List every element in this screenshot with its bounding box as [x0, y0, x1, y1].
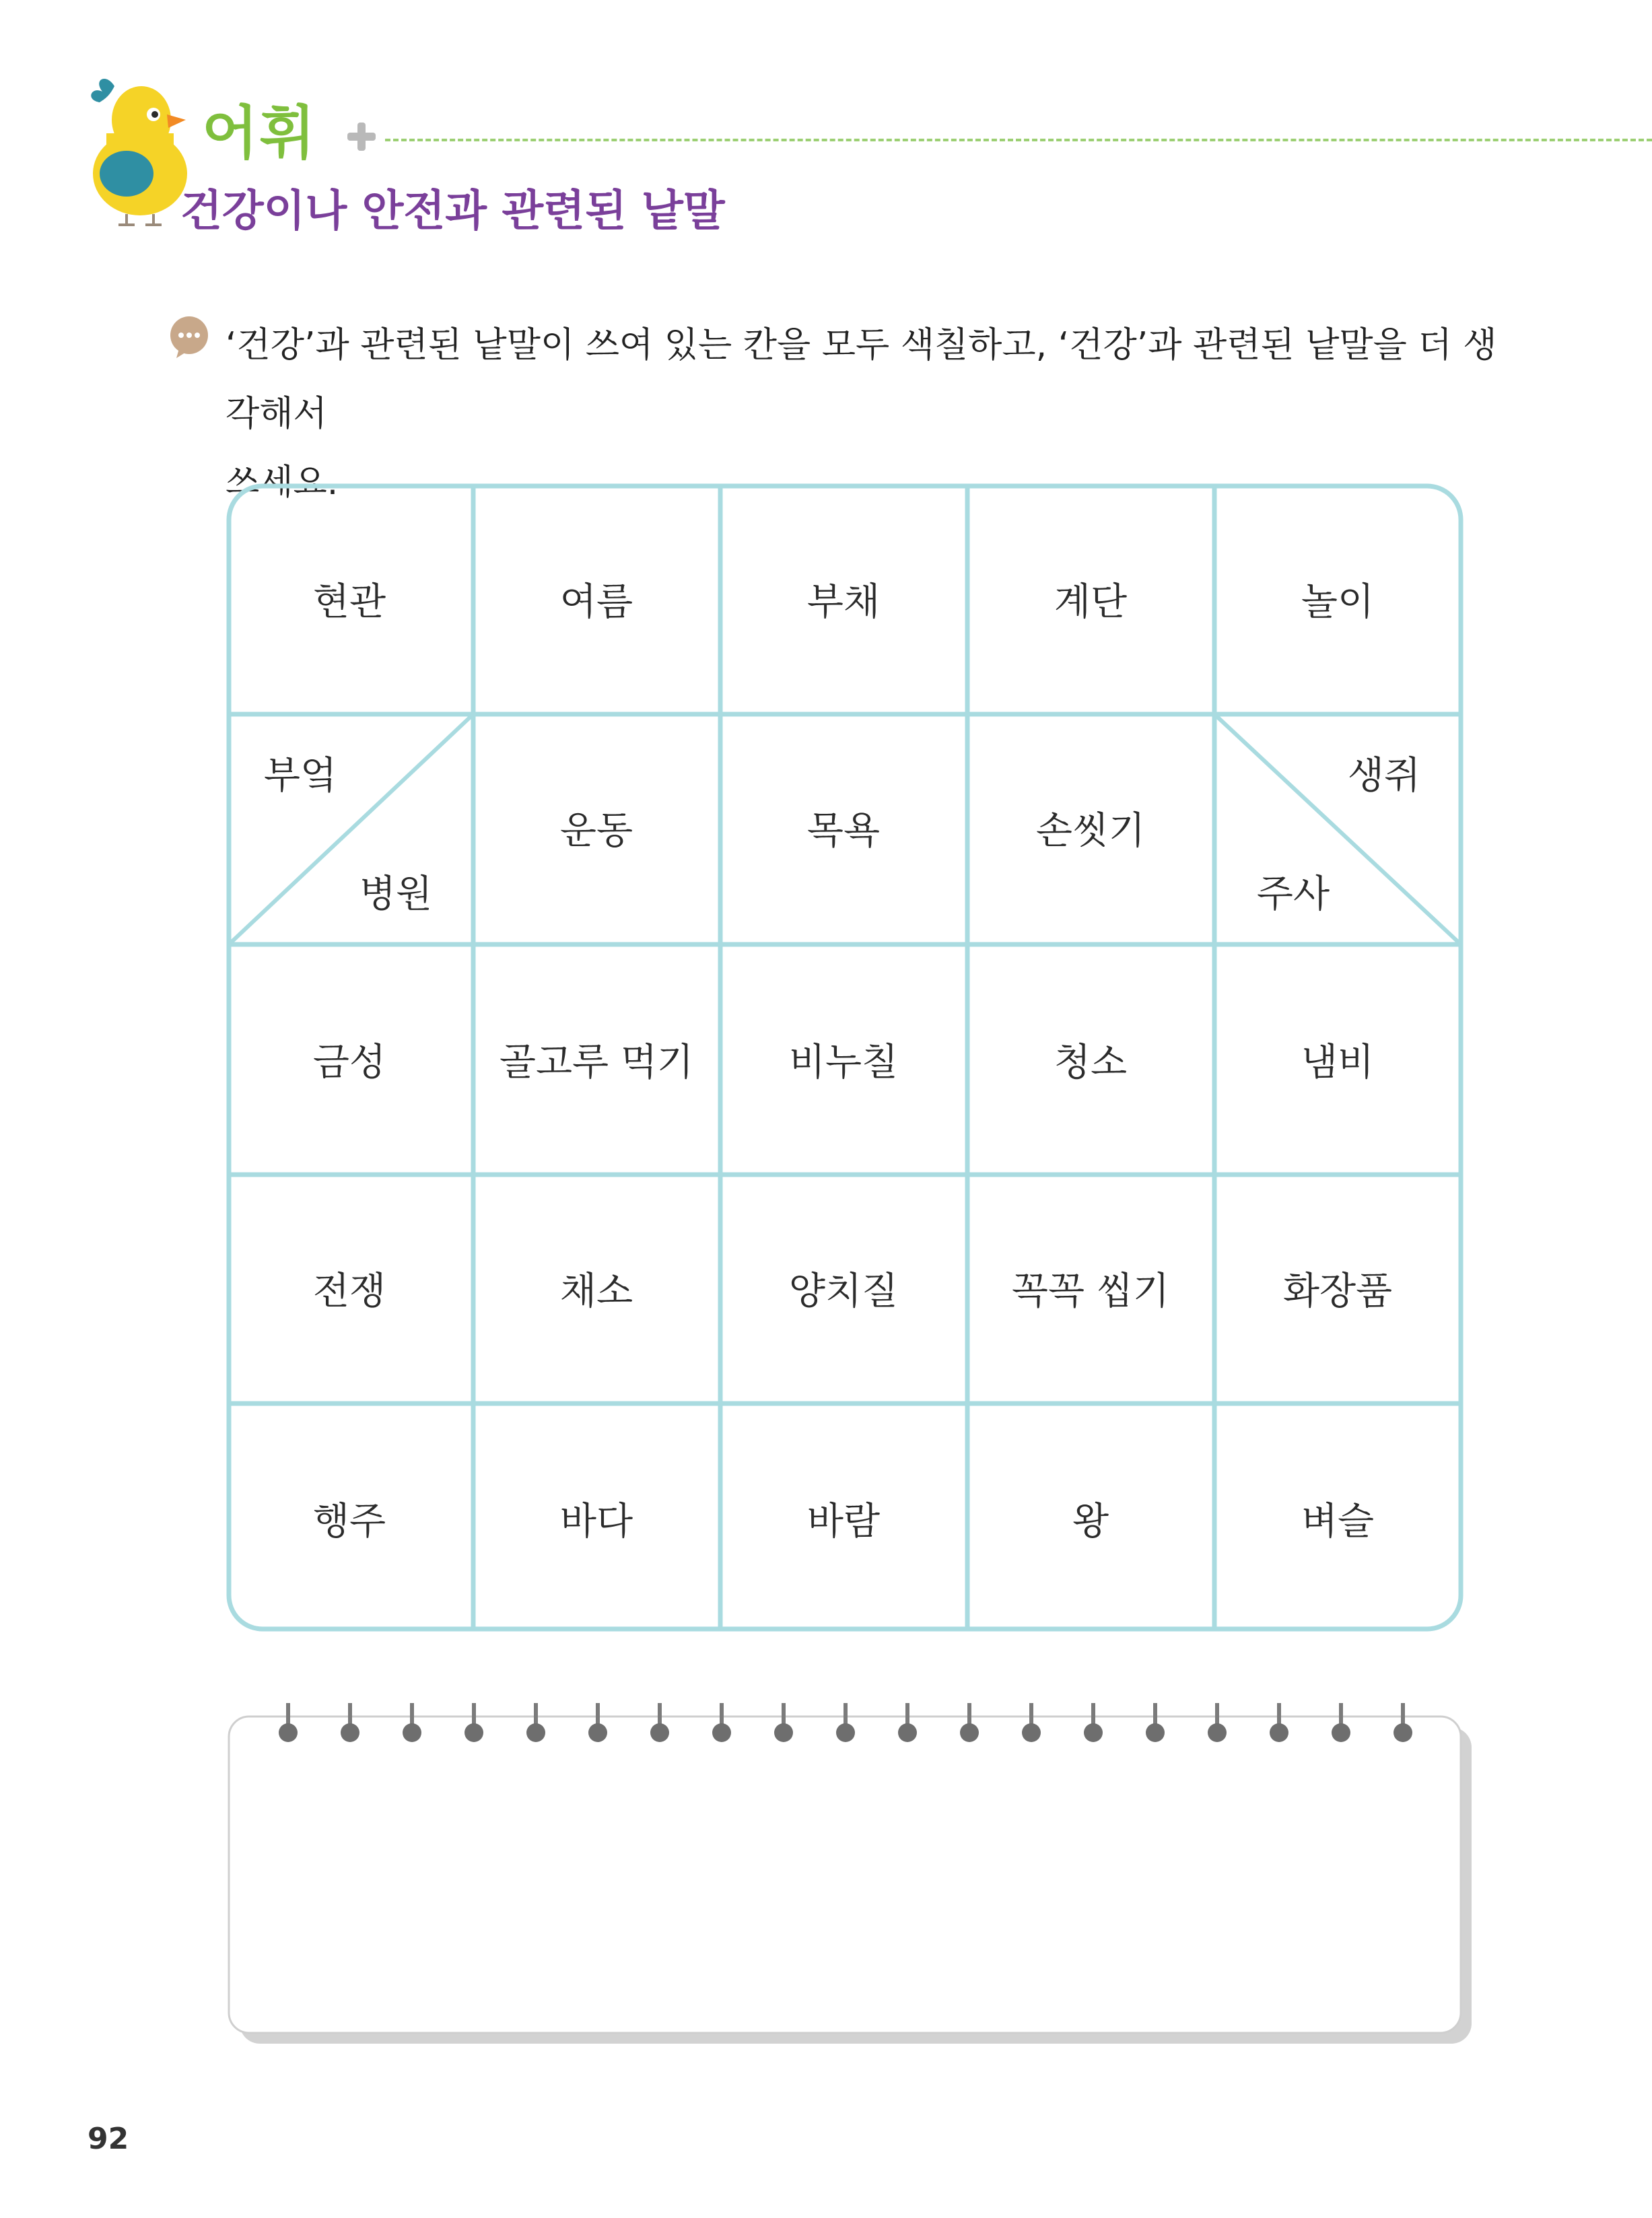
section-title: 어휘 [202, 100, 317, 167]
page-number: 92 [88, 2122, 129, 2156]
instruction-line-2: 쓰세요. [226, 462, 339, 503]
grid-cell[interactable]: 냄비 [1301, 1041, 1375, 1084]
grid-cell[interactable]: 놀이 [1301, 580, 1375, 624]
grid-cell[interactable]: 꼭꼭 씹기 [1011, 1270, 1170, 1313]
split-cell-left-bottom[interactable]: 병원 [359, 872, 433, 916]
grid-cell[interactable]: 운동 [559, 809, 633, 853]
chick-mascot-icon [79, 73, 194, 228]
grid-cell[interactable]: 전쟁 [312, 1270, 386, 1313]
grid-cell[interactable]: 바람 [806, 1500, 881, 1544]
split-cell-right-top[interactable]: 생쥐 [1347, 754, 1421, 798]
instruction-line-1: ‘건강’과 관련된 낱말이 쓰여 있는 칸을 모두 색칠하고, ‘건강’과 관련된 낱말을 더 생각해서 [226, 325, 1497, 434]
grid-cell[interactable]: 비누칠 [788, 1041, 899, 1084]
plus-icon [345, 120, 378, 153]
grid-cell[interactable]: 여름 [559, 580, 633, 624]
grid-cell[interactable]: 금성 [312, 1041, 386, 1084]
split-cell-left-top[interactable]: 부엌 [263, 754, 337, 798]
speech-bubble-icon [167, 315, 211, 359]
word-grid [226, 483, 1464, 1632]
grid-cell[interactable]: 부채 [806, 580, 881, 624]
grid-cell[interactable]: 화장품 [1282, 1270, 1393, 1313]
spiral-notepad [226, 1703, 1478, 2053]
section-subtitle: 건강이나 안전과 관련된 낱말 [180, 186, 725, 236]
answer-notepad[interactable] [226, 1703, 1478, 2053]
grid-cell[interactable]: 벼슬 [1301, 1500, 1375, 1544]
grid-cell[interactable]: 현관 [312, 580, 386, 624]
grid-cell[interactable]: 양치질 [788, 1270, 899, 1313]
grid-cell[interactable]: 목욕 [806, 809, 881, 853]
grid-cell[interactable]: 왕 [1072, 1500, 1109, 1544]
grid-cell[interactable]: 청소 [1054, 1041, 1128, 1084]
grid-cell[interactable]: 계단 [1054, 580, 1128, 624]
grid-cell[interactable]: 손씻기 [1035, 809, 1146, 853]
header-divider [385, 139, 1652, 141]
grid-cell[interactable]: 행주 [312, 1500, 386, 1544]
grid-cell[interactable]: 바다 [559, 1500, 633, 1544]
split-cell-right-bottom[interactable]: 주사 [1256, 872, 1330, 916]
grid-cell[interactable]: 골고루 먹기 [499, 1041, 694, 1084]
page-header [0, 0, 1652, 256]
grid-cell[interactable]: 채소 [559, 1270, 633, 1313]
